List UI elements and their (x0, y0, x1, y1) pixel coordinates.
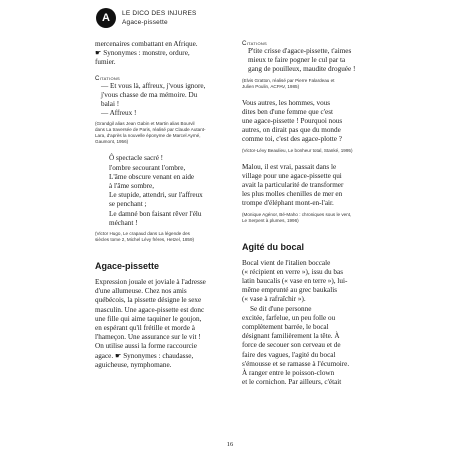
source-line: Le Serpent à plumes, 1996) (242, 217, 299, 223)
quote-block (95, 82, 250, 119)
verse-line: L'âme obscure venant en aide (109, 172, 195, 181)
quote-line: mieux te faire pogner le cul par ta (248, 56, 346, 65)
source-line: dans La traversée de Paris, réalisé par Claude Autant- (95, 127, 206, 133)
quote-line: gang de pouilleux, maudite droguée ! (248, 65, 356, 74)
citations-label: Citations (95, 74, 121, 82)
quote-line: les plus molles chenilles de mer en (242, 190, 343, 199)
body-line: force de secouer son cerveau et de (242, 341, 341, 350)
body-line: une fille qui aime taquiner le goujon, (95, 314, 202, 323)
quote-line: balai ! (101, 100, 120, 109)
source-line: (Monique Agénor, Bé-Maho : chroniques sous le vent, (242, 211, 352, 217)
body-line: (« récipient en verre »), issu du bas (242, 267, 343, 276)
quote-line: — Et vous là, affreux, j'vous ignore, (101, 81, 206, 90)
body-line: en espérant qu'il frétille et morde à (95, 324, 195, 333)
source-line: (Victor Hugo, Le crapaud dans La légende des (95, 231, 190, 237)
verse-line: méchant ! (109, 218, 138, 227)
entry-body (95, 278, 250, 370)
body-line: d'une allumeuse. Chez nos amis (95, 287, 187, 296)
body-line: masculin. Une agace-pissette est donc (95, 305, 205, 314)
body-line: même emprunté au grec baukalis (242, 286, 337, 295)
left-column (95, 40, 250, 370)
body-line: désignant familièrement la tête. À (242, 332, 340, 341)
page-number: 16 (226, 441, 234, 448)
entry-name: Agace-pissette (122, 19, 168, 26)
quote-block (242, 99, 397, 145)
body-line: (« vase à rafraîchir »). (242, 295, 306, 304)
quote-line: autres, on dirait pas que du monde (242, 126, 341, 135)
body-line: Se dit d'une personne (250, 304, 312, 313)
quote-block (242, 163, 397, 209)
quote-line: Vous autres, les hommes, vous (242, 98, 331, 107)
quote-line: P'tite crisse d'agace-pissette, t'aimes (248, 47, 352, 55)
source-line: siècles tome 2, Michel Lévy frères, Hetzel, 1859) (95, 237, 195, 243)
body-line: latin baucalis (« vase en terre »), lui- (242, 277, 348, 286)
body-line: On utilise aussi la forme raccourcie (95, 342, 197, 351)
quote-line: village pour une agace-pissette qui (242, 171, 342, 180)
quote-line: trompe d'éléphant mont-en-l'air. (242, 199, 334, 208)
body-line: s'émousse et se ramasse à l'écumoire. (242, 359, 350, 368)
entry-title: Agité du bocal (242, 241, 305, 252)
body-line: Bocal vient de l'italien boccale (242, 258, 331, 267)
intro-line: fumier. (95, 58, 116, 67)
verse-line: Le stupide, attendri, sur l'affreux (109, 191, 203, 200)
source-line: (Elvis Gratton, réalisé par Pierre Falardeau et (242, 77, 335, 83)
quote-line: dites ben d'une femme que c'est (242, 107, 334, 116)
quote-line: une agace-pissette ! Pourquoi nous (242, 117, 343, 126)
quote-line: avait la particularité de transformer (242, 181, 344, 190)
verse-line: Ô spectacle sacré ! (109, 154, 164, 163)
quote-block (242, 47, 397, 75)
source-line: (Victor-Lévy Beaulieu, Le bonheur total, Stanké, 1995) (242, 147, 353, 153)
body-line: excitée, farfelue, un peu folle ou (242, 313, 336, 322)
body-line: l'hameçon. Une assurance sur le vit ! (95, 333, 201, 342)
entry-title: Agace-pissette (95, 261, 160, 272)
quote-source (242, 212, 397, 224)
body-line: complètement barrée, le bocal (242, 323, 329, 332)
source-line: Gaumont, 1956) (95, 139, 129, 145)
body-line: québécois, la pissette désigne le sexe (95, 296, 202, 305)
body-line: faire des vagues, l'agité du bocal (242, 350, 336, 359)
intro-line: mercenaires combattant en Afrique. (95, 40, 198, 48)
quote-source (95, 121, 250, 145)
body-line: À ranger entre le poisson-clown (242, 369, 335, 378)
verse-line: l'ombre secourant l'ombre, (109, 163, 186, 172)
verse-line: se penchant ; (109, 200, 147, 209)
book-title: LE DICO DES INJURES (122, 10, 197, 17)
source-line: Julien Poulin, ACPAV, 1985) (242, 83, 300, 89)
quote-line: Malou, il est vrai, passait dans le (242, 162, 337, 171)
quote-line: comme toi, c'est des agace-plotte ? (242, 135, 342, 144)
body-line: Expression jouale et joviale à l'adresse (95, 278, 206, 287)
quote-line: — Affreux ! (101, 109, 137, 118)
section-letter-badge: A (96, 8, 116, 28)
citations-label: Citations (242, 40, 268, 47)
running-header-text (122, 9, 197, 27)
quote-line: j'vous chasse de ma mémoire. Du (101, 90, 198, 99)
verse-block (95, 154, 250, 228)
verse-line: à l'âme sombre, (109, 182, 155, 191)
body-line: agace. ☛ Synonymes : chaudasse, (95, 351, 194, 360)
verse-source (95, 231, 250, 243)
quote-source (242, 78, 397, 90)
intro-line: ☛ Synonymes : monstre, ordure, (95, 49, 190, 58)
source-line: Lara, d'après la nouvelle éponyme de Marcel Aymé, (95, 133, 201, 139)
source-line: (Grandgil alias Jean Gabin et Martin alias Bourvil (95, 121, 195, 127)
body-line: et le cornichon. Par ailleurs, c'était (242, 378, 342, 387)
body-line: aguicheuse, nymphomane. (95, 360, 172, 369)
verse-line: Le damné bon faisant rêver l'élu (109, 209, 202, 218)
right-column (242, 40, 397, 387)
entry-body (242, 259, 397, 388)
